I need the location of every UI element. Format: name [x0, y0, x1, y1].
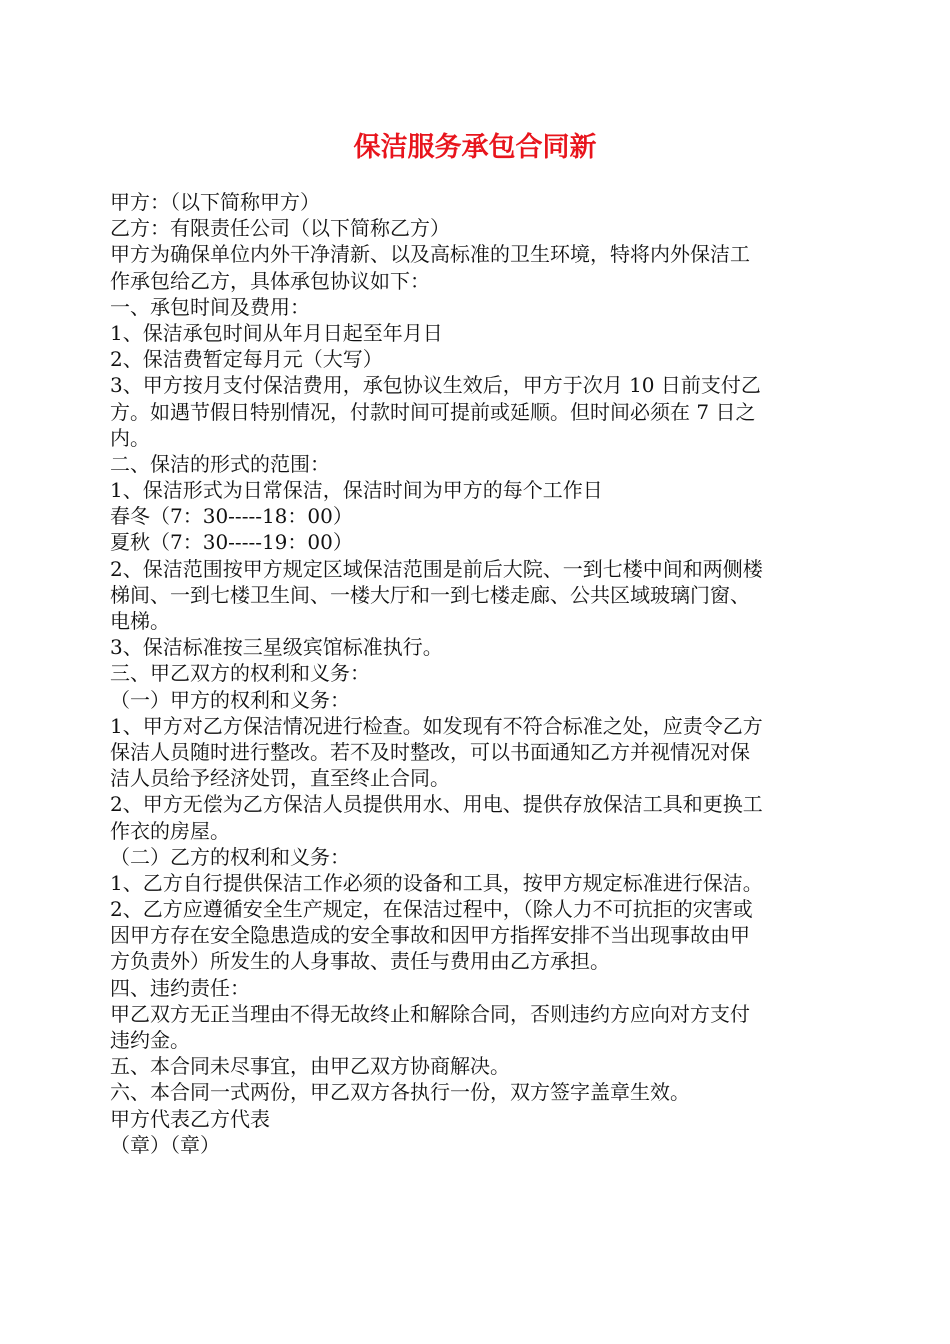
body-line: 保洁人员随时进行整改。若不及时整改，可以书面通知乙方并视情况对保	[110, 739, 750, 764]
body-line: 违约金。	[110, 1028, 190, 1052]
section-heading: 三、甲乙双方的权利和义务：	[110, 661, 370, 686]
section-heading: 六、本合同一式两份，甲乙双方各执行一份，双方签字盖章生效。	[110, 1080, 690, 1105]
body-line: 2、保洁范围按甲方规定区域保洁范围是前后大院、一到七楼中间和两侧楼	[110, 556, 763, 581]
body-line: 作衣的房屋。	[110, 818, 230, 843]
subsection-heading: （二）乙方的权利和义务：	[110, 844, 350, 869]
section-heading: 五、本合同未尽事宜，由甲乙双方协商解决。	[110, 1054, 510, 1079]
body-line: 夏秋（7：30-----19：00）	[110, 530, 353, 555]
body-line: 内。	[110, 425, 150, 450]
body-line: 2、乙方应遵循安全生产规定，在保洁过程中，（除人力不可抗拒的灾害或	[110, 897, 753, 922]
signature-line: 甲方代表乙方代表	[110, 1106, 270, 1131]
section-heading: 二、保洁的形式的范围：	[110, 451, 330, 476]
body-line: 2、甲方无偿为乙方保洁人员提供用水、用电、提供存放保洁工具和更换工	[110, 792, 763, 817]
body-line: 1、保洁形式为日常保洁，保洁时间为甲方的每个工作日	[110, 478, 603, 503]
body-line: 3、保洁标准按三星级宾馆标准执行。	[110, 635, 443, 660]
body-line: 甲方：（以下简称甲方）	[110, 190, 320, 214]
body-line: 1、甲方对乙方保洁情况进行检查。如发现有不符合标准之处，应责令乙方	[110, 713, 763, 738]
body-line: 1、乙方自行提供保洁工作必须的设备和工具，按甲方规定标准进行保洁。	[110, 870, 763, 895]
body-line: 洁人员给予经济处罚，直至终止合同。	[110, 766, 450, 791]
body-line: 甲乙双方无正当理由不得无故终止和解除合同，否则违约方应向对方支付	[110, 1001, 750, 1026]
body-line: 电梯。	[110, 609, 170, 633]
subsection-heading: （一）甲方的权利和义务：	[110, 687, 350, 712]
body-line: 作承包给乙方，具体承包协议如下：	[110, 268, 430, 293]
section-heading: 四、违约责任：	[110, 975, 250, 1000]
body-line: 方。如遇节假日特别情况，付款时间可提前或延顺。但时间必须在 7 日之	[110, 399, 756, 424]
body-line: 春冬（7：30-----18：00）	[110, 504, 353, 529]
body-line: 甲方为确保单位内外干净清新、以及高标准的卫生环境，特将内外保洁工	[110, 242, 750, 267]
document-body	[110, 189, 845, 1158]
seal-line: （章）（章）	[110, 1132, 220, 1157]
section-heading: 一、承包时间及费用：	[110, 294, 310, 319]
body-line: 3、甲方按月支付保洁费用，承包协议生效后，甲方于次月 10 日前支付乙	[110, 373, 761, 398]
body-line: 梯间、一到七楼卫生间、一楼大厅和一到七楼走廊、公共区域玻璃门窗、	[110, 582, 750, 607]
body-line: 1、保洁承包时间从年月日起至年月日	[110, 320, 443, 345]
body-line: 方负责外）所发生的人身事故、责任与费用由乙方承担。	[110, 949, 610, 974]
body-line: 乙方：有限责任公司（以下简称乙方）	[110, 216, 450, 241]
body-line: 2、保洁费暂定每月元（大写）	[110, 347, 383, 372]
body-line: 因甲方存在安全隐患造成的安全事故和因甲方指挥安排不当出现事故由甲	[110, 923, 750, 948]
document-title: 保洁服务承包合同新	[353, 132, 597, 163]
